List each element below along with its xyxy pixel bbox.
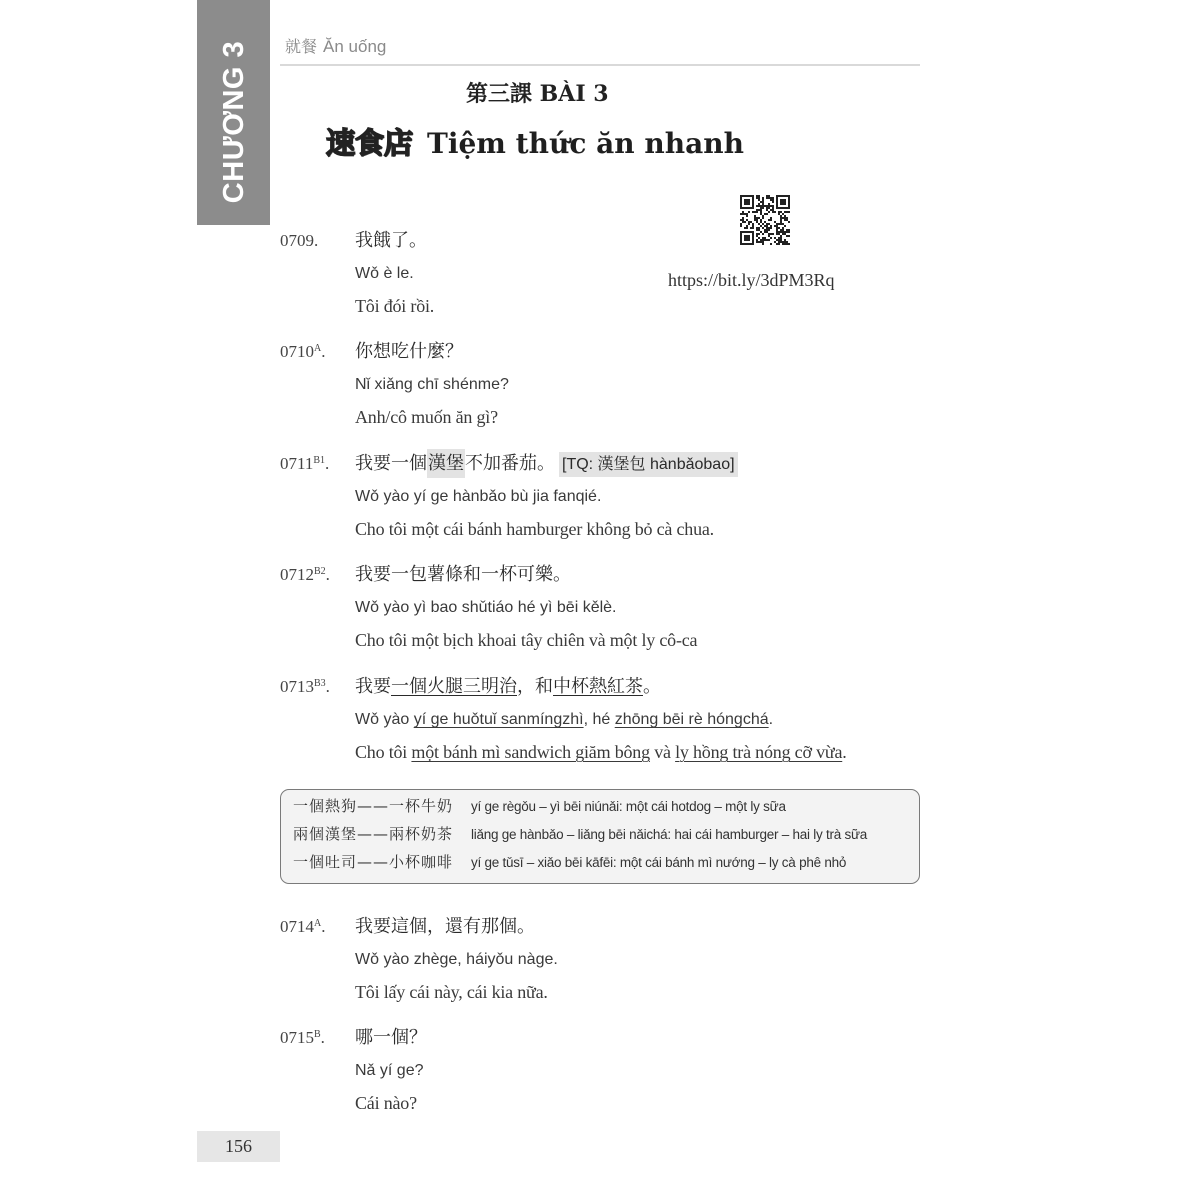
running-head <box>285 35 386 59</box>
text-segment: 你想吃什麼？ <box>355 341 463 362</box>
hanzi-line <box>355 447 738 480</box>
entry-0714 <box>280 910 920 1009</box>
underlined-phrase: ly hồng trà nóng cỡ vừa <box>675 742 843 762</box>
entry-0711 <box>280 447 920 546</box>
meaning-line <box>355 736 847 769</box>
entry-lines <box>355 670 847 769</box>
header-rule <box>280 64 920 66</box>
entry-0715 <box>280 1021 920 1120</box>
text-segment: Wǒ yào <box>355 711 414 728</box>
entry-lines <box>355 224 434 323</box>
entry-number-digits: 0714 <box>280 917 314 936</box>
lesson-title-viet: Tiệm thức ăn nhanh <box>427 127 744 160</box>
text-segment: Cho tôi một bịch khoai tây chiên và một ly cô-ca <box>355 630 698 650</box>
entry-number-punct: . <box>325 454 330 473</box>
meaning-line <box>355 513 738 546</box>
entry-lines <box>355 335 509 434</box>
vocab-line <box>281 792 919 820</box>
lesson-title-hanzi: 速食店 <box>326 126 414 160</box>
text-segment: 哪一個？ <box>355 1027 427 1048</box>
vocab-gloss: liǎng ge hànbǎo – liǎng bēi nǎichá: hai cái hamburger – hai ly trà sữa <box>471 827 868 842</box>
underlined-phrase: một bánh mì sandwich giăm bông <box>411 742 650 762</box>
entry-lines <box>355 1021 427 1120</box>
pinyin-line <box>355 1054 427 1087</box>
page-number-box <box>197 1131 280 1162</box>
text-segment: Cho tôi <box>355 742 412 762</box>
page-number: 156 <box>225 1136 252 1156</box>
entry-number-mark: B <box>314 1029 321 1040</box>
text-segment: Wǒ è le. <box>355 265 414 282</box>
text-segment: Wǒ yào yì bao shǔtiáo hé yì bēi kělè. <box>355 599 617 616</box>
text-segment: và <box>649 742 676 762</box>
entry-lines <box>355 447 738 546</box>
entry-number <box>280 335 325 368</box>
vocab-hanzi: 兩個漢堡——兩杯奶茶 <box>293 825 454 843</box>
text-segment: Cho tôi một cái bánh hamburger không bỏ cà chua. <box>355 519 714 539</box>
vocab-hanzi: 一個吐司——小杯咖啡 <box>293 853 454 871</box>
entry-0713 <box>280 670 920 769</box>
entry-number-mark: A <box>314 343 322 354</box>
vocab-line <box>281 820 919 848</box>
entry-0709 <box>280 224 920 323</box>
chapter-tab <box>197 0 270 225</box>
entry-number-punct: . <box>321 342 326 361</box>
pinyin-line <box>355 703 847 736</box>
text-segment: , hé <box>583 711 615 728</box>
pinyin-line <box>355 257 434 290</box>
entry-number-digits: 0710 <box>280 342 314 361</box>
vocab-line <box>281 848 919 876</box>
pinyin-line <box>355 943 558 976</box>
entry-number-mark: B1 <box>313 455 326 466</box>
text-segment: Wǒ yào zhège, háiyǒu nàge. <box>355 951 558 968</box>
vocab-gloss: yí ge règǒu – yì bēi niúnǎi: một cái hotdog – một ly sữa <box>471 799 786 814</box>
text-segment: Nǎ yí ge? <box>355 1062 424 1079</box>
pinyin-line <box>355 591 697 624</box>
hanzi-line <box>355 558 697 591</box>
entry-number <box>280 910 325 943</box>
vocab-box <box>280 789 920 884</box>
text-segment: . <box>768 711 774 728</box>
hanzi-line <box>355 1021 427 1054</box>
running-head-viet: Ăn uống <box>323 37 387 56</box>
entry-number-punct: . <box>321 917 326 936</box>
entry-number <box>280 224 318 257</box>
hanzi-line <box>355 910 558 943</box>
entry-number-punct: . <box>320 1028 325 1047</box>
vocab-gloss: yí ge tǔsī – xiǎo bēi kāfēi: một cái bánh mì nướng – ly cà phê nhỏ <box>471 855 847 870</box>
entry-number-digits: 0711 <box>280 454 314 473</box>
entry-number-mark: A <box>314 918 322 929</box>
text-segment: Cái nào? <box>355 1093 417 1113</box>
pinyin-line <box>355 368 509 401</box>
meaning-line <box>355 976 558 1009</box>
text-segment: 我餓了。 <box>355 230 427 251</box>
entry-number-digits: 0712 <box>280 565 314 584</box>
highlighted-word: 漢堡 <box>427 449 465 478</box>
entry-number <box>280 558 330 591</box>
entry-lines <box>355 910 558 1009</box>
entry-number-mark: B2 <box>314 566 326 577</box>
text-segment: 我要這個，還有那個。 <box>355 916 535 937</box>
entry-number <box>280 1021 325 1054</box>
meaning-line <box>355 290 434 323</box>
text-segment: Wǒ yào yí ge hànbǎo bù jia fanqié. <box>355 488 602 505</box>
text-segment: 我要一包薯條和一杯可樂。 <box>355 564 571 585</box>
meaning-line <box>355 401 509 434</box>
entry-number <box>280 670 330 703</box>
text-segment: 不加番茄。 <box>465 453 555 474</box>
hanzi-line <box>355 224 434 257</box>
running-head-hanzi: 就餐 <box>285 37 318 56</box>
text-segment: Tôi lấy cái này, cái kia nữa. <box>355 982 548 1002</box>
text-segment: Tôi đói rồi. <box>355 296 435 316</box>
entry-number <box>280 447 329 480</box>
entry-lines <box>355 558 697 657</box>
underlined-phrase: zhōng bēi rè hóngchá <box>614 711 769 728</box>
entry-number-mark: B3 <box>314 678 326 689</box>
vocab-hanzi: 一個熱狗——一杯牛奶 <box>293 797 454 815</box>
entry-number-digits: 0713 <box>280 677 314 696</box>
chapter-tab-label: CHƯƠNG 3 <box>218 40 250 204</box>
entry-number-punct: . <box>314 231 319 250</box>
entry-number-punct: . <box>325 677 330 696</box>
text-segment: . <box>842 742 847 762</box>
text-segment: 。 <box>643 676 661 697</box>
pinyin-line <box>355 480 738 513</box>
entry-number-digits: 0715 <box>280 1028 314 1047</box>
text-segment: 我要一個 <box>355 453 427 474</box>
text-segment: Nǐ xiǎng chī shénme? <box>355 376 509 393</box>
entry-0710 <box>280 335 920 434</box>
qr-url: https://bit.ly/3dPM3Rq <box>668 270 835 290</box>
entry-number-punct: . <box>325 565 330 584</box>
text-segment: 我要 <box>355 676 391 697</box>
underlined-phrase: yí ge huǒtuǐ sanmíngzhì <box>413 711 584 728</box>
entry-number-digits: 0709 <box>280 231 314 250</box>
hanzi-line <box>355 670 847 703</box>
entry-0712 <box>280 558 920 657</box>
mainland-variant-note: [TQ: 漢堡包 hànbǎobao] <box>559 452 738 477</box>
lesson-title <box>326 122 744 164</box>
text-segment: Anh/cô muốn ăn gì? <box>355 407 498 427</box>
meaning-line <box>355 624 697 657</box>
underlined-phrase: 一個火腿三明治 <box>391 676 517 697</box>
text-segment: ，和 <box>517 676 553 697</box>
meaning-line <box>355 1087 427 1120</box>
lesson-label: 第三課 BÀI 3 <box>466 81 609 107</box>
hanzi-line <box>355 335 509 368</box>
underlined-phrase: 中杯熱紅茶 <box>553 676 643 697</box>
